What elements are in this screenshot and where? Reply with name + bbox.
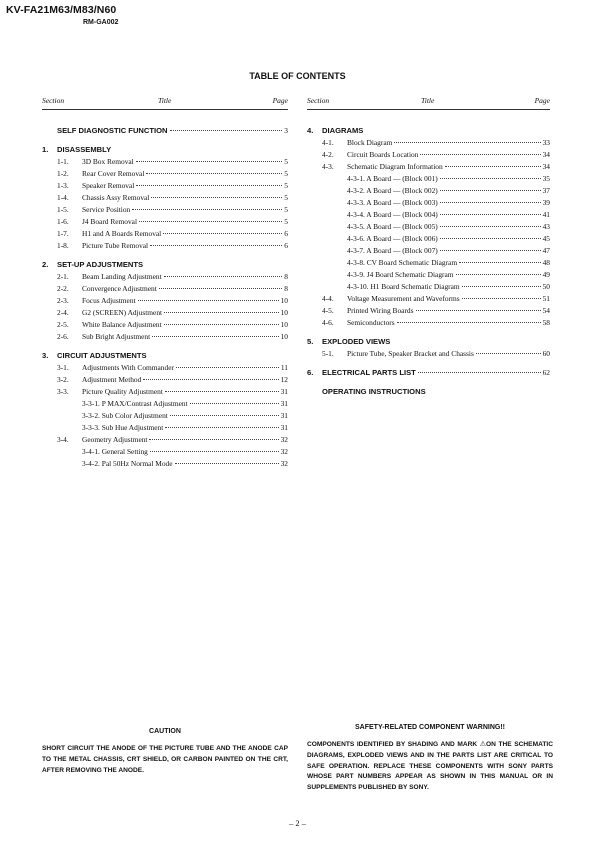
- section-number: 1.: [42, 145, 49, 154]
- dot-leader: [152, 336, 278, 337]
- section-heading: [307, 387, 550, 399]
- entry-page: 48: [542, 258, 550, 267]
- toc-entry: [307, 282, 550, 294]
- section-heading: [42, 351, 288, 363]
- entry-page: 54: [542, 306, 550, 315]
- entry-code: 2-5.: [57, 320, 69, 329]
- remote-model: RM-GA002: [83, 19, 119, 26]
- entry-title: Chassis Assy Removal: [82, 193, 150, 202]
- toc-entry: [307, 174, 550, 186]
- warning-text-part2: ON THE SCHEMATIC DIAGRAMS, EXPLODED VIEWS AND IN THE PARTS LIST ARE CRITICAL TO SAFE OPERATION. REPLACE THESE COMPONENTS WITH SONY PARTS WHOSE PART NUMBERS APPEAR AS SHOWN IN THIS MANUAL OR IN SUPPLEMENTS PUBLISHED BY SONY.: [307, 741, 553, 792]
- dot-leader: [440, 238, 541, 239]
- entry-page: 50: [542, 282, 550, 291]
- toc-right-column: [307, 96, 550, 399]
- entry-title: 3-3-2. Sub Color Adjustment: [82, 411, 168, 420]
- toc-entry: [42, 181, 288, 193]
- entry-title: Picture Tube, Speaker Bracket and Chassis: [347, 349, 474, 358]
- entry-page: 33: [542, 138, 550, 147]
- page-number: – 2 –: [289, 818, 306, 828]
- entry-code: 3-1.: [57, 363, 69, 372]
- toc-entry: [307, 198, 550, 210]
- dot-leader: [190, 403, 279, 404]
- entry-page: 49: [542, 270, 550, 279]
- entry-title: 3-3-3. Sub Hue Adjustment: [82, 423, 164, 432]
- page-header: Page: [534, 96, 550, 105]
- entry-title: Speaker Removal: [82, 181, 135, 190]
- entry-page: 5: [284, 205, 288, 214]
- dot-leader: [456, 274, 541, 275]
- entry-title: Voltage Measurement and Waveforms: [347, 294, 460, 303]
- dot-leader: [176, 367, 279, 368]
- toc-section: [42, 145, 288, 253]
- entry-page: 10: [280, 296, 288, 305]
- entry-page: 5: [284, 157, 288, 166]
- entry-title: 3-4-1. General Setting: [82, 447, 148, 456]
- entry-title: G2 (SCREEN) Adjustment: [82, 308, 163, 317]
- section-heading: [307, 337, 550, 349]
- toc-entry: [42, 435, 288, 447]
- toc-entry: [42, 459, 288, 471]
- dot-leader: [165, 427, 278, 428]
- entry-title: H1 and A Boards Removal: [82, 229, 162, 238]
- entry-title: Geometry Adjustment: [82, 435, 148, 444]
- dot-leader: [163, 233, 282, 234]
- section-title: CIRCUIT ADJUSTMENTS: [57, 351, 147, 360]
- section-number: 2.: [42, 260, 49, 269]
- section-title: OPERATING INSTRUCTIONS: [322, 387, 426, 396]
- dot-leader: [150, 245, 282, 246]
- dot-leader: [440, 190, 541, 191]
- entry-title: Adjustment Method: [82, 375, 142, 384]
- model-number: KV-FA21M63/M83/N60: [6, 4, 117, 16]
- entry-page: 37: [542, 186, 550, 195]
- toc-entry: [42, 284, 288, 296]
- entry-code: 1-7.: [57, 229, 69, 238]
- section-title: ELECTRICAL PARTS LIST: [322, 368, 416, 377]
- toc-entry: [307, 294, 550, 306]
- section-heading: [42, 145, 288, 157]
- toc-entry: [42, 157, 288, 169]
- entry-page: 5: [284, 181, 288, 190]
- toc-entry: [42, 363, 288, 375]
- toc-entry: [42, 296, 288, 308]
- section-page: 3: [284, 126, 288, 135]
- section-heading: [42, 260, 288, 272]
- toc-entry: [307, 234, 550, 246]
- dot-leader: [159, 288, 283, 289]
- warning-text-part1: COMPONENTS IDENTIFIED BY SHADING AND MARK: [307, 741, 478, 748]
- dot-leader: [418, 372, 541, 373]
- dot-leader: [164, 324, 279, 325]
- entry-code: 2-2.: [57, 284, 69, 293]
- toc-entry: [42, 447, 288, 459]
- toc-entry: [307, 258, 550, 270]
- entry-title: Rear Cover Removal: [82, 169, 145, 178]
- entry-title: 4-3-7. A Board — (Block 007): [347, 246, 438, 255]
- section-header: Section: [307, 96, 330, 105]
- entry-page: 10: [280, 332, 288, 341]
- toc-entry: [42, 217, 288, 229]
- title-header: Title: [421, 96, 435, 105]
- entry-page: 8: [284, 284, 288, 293]
- toc-entry: [307, 349, 550, 361]
- entry-code: 4-1.: [322, 138, 334, 147]
- entry-page: 10: [280, 308, 288, 317]
- dot-leader: [175, 463, 279, 464]
- toc-section: [307, 387, 550, 399]
- section-page: 62: [542, 368, 550, 377]
- toc-entry: [42, 332, 288, 344]
- section-heading: [307, 126, 550, 138]
- entry-code: 4-5.: [322, 306, 334, 315]
- entry-page: 41: [542, 210, 550, 219]
- toc-section: [307, 337, 550, 361]
- entry-code: 2-1.: [57, 272, 69, 281]
- toc-entry: [42, 308, 288, 320]
- entry-title: Circuit Boards Location: [347, 150, 419, 159]
- dot-leader: [394, 142, 540, 143]
- section-heading: [42, 126, 288, 138]
- section-title: SET-UP ADJUSTMENTS: [57, 260, 144, 269]
- entry-title: 4-3-6. A Board — (Block 006): [347, 234, 438, 243]
- entry-title: Semiconductors: [347, 318, 395, 327]
- entry-page: 32: [280, 435, 288, 444]
- entry-title: Picture Tube Removal: [82, 241, 149, 250]
- column-header: [42, 96, 288, 110]
- entry-code: 1-3.: [57, 181, 69, 190]
- warning-triangle-icon: ⚠: [479, 741, 486, 748]
- dot-leader: [149, 439, 278, 440]
- caution-heading: CAUTION: [149, 728, 181, 735]
- dot-leader: [440, 214, 541, 215]
- dot-leader: [416, 310, 541, 311]
- warning-text: [307, 740, 553, 794]
- toc-entry: [42, 387, 288, 399]
- title-header: Title: [158, 96, 172, 105]
- entry-title: 4-3-4. A Board — (Block 004): [347, 210, 438, 219]
- dot-leader: [136, 161, 283, 162]
- entry-page: 5: [284, 217, 288, 226]
- entry-title: 4-3-3. A Board — (Block 003): [347, 198, 438, 207]
- entry-title: Picture Quality Adjustment: [82, 387, 163, 396]
- entry-page: 31: [280, 423, 288, 432]
- section-number: 4.: [307, 126, 314, 135]
- entry-code: 4-4.: [322, 294, 334, 303]
- toc-entry: [42, 193, 288, 205]
- entry-page: 35: [542, 174, 550, 183]
- entry-title: Beam Landing Adjustment: [82, 272, 162, 281]
- toc-left-column: [42, 96, 288, 471]
- toc-section: [42, 260, 288, 344]
- toc-entry: [42, 272, 288, 284]
- page-header: Page: [272, 96, 288, 105]
- toc-entry: [307, 246, 550, 258]
- entry-page: 6: [284, 241, 288, 250]
- toc-entry: [42, 241, 288, 253]
- page-title: TABLE OF CONTENTS: [249, 71, 346, 81]
- dot-leader: [440, 226, 541, 227]
- section-title: EXPLODED VIEWS: [322, 337, 391, 346]
- toc-entry: [42, 320, 288, 332]
- toc-entry: [42, 423, 288, 435]
- entry-code: 5-1.: [322, 349, 334, 358]
- entry-title: Printed Wiring Boards: [347, 306, 414, 315]
- dot-leader: [420, 154, 540, 155]
- dot-leader: [459, 262, 541, 263]
- entry-page: 31: [280, 387, 288, 396]
- entry-page: 6: [284, 229, 288, 238]
- entry-page: 32: [280, 447, 288, 456]
- dot-leader: [146, 173, 282, 174]
- entry-code: 3-4.: [57, 435, 69, 444]
- entry-page: 11: [280, 363, 288, 372]
- warning-heading: SAFETY-RELATED COMPONENT WARNING!!: [355, 724, 505, 731]
- entry-title: Service Position: [82, 205, 131, 214]
- section-title: SELF DIAGNOSTIC FUNCTION: [57, 126, 168, 135]
- toc-entry: [307, 162, 550, 174]
- safety-warning-note: [307, 724, 553, 794]
- entry-page: 10: [280, 320, 288, 329]
- entry-code: 3-2.: [57, 375, 69, 384]
- caution-note: [42, 728, 288, 776]
- section-title: DIAGRAMS: [322, 126, 364, 135]
- toc-section: [42, 126, 288, 138]
- dot-leader: [462, 298, 541, 299]
- entry-page: 34: [542, 150, 550, 159]
- dot-leader: [440, 202, 541, 203]
- entry-page: 47: [542, 246, 550, 255]
- toc-entry: [307, 150, 550, 162]
- entry-page: 8: [284, 272, 288, 281]
- entry-code: 2-3.: [57, 296, 69, 305]
- toc-entry: [42, 399, 288, 411]
- entry-code: 4-2.: [322, 150, 334, 159]
- entry-code: 1-4.: [57, 193, 69, 202]
- entry-code: 1-5.: [57, 205, 69, 214]
- dot-leader: [397, 322, 541, 323]
- section-title: DISASSEMBLY: [57, 145, 112, 154]
- entry-title: 4-3-5. A Board — (Block 005): [347, 222, 438, 231]
- dot-leader: [136, 185, 282, 186]
- entry-title: White Balance Adjustment: [82, 320, 162, 329]
- dot-leader: [151, 197, 282, 198]
- entry-code: 2-6.: [57, 332, 69, 341]
- entry-title: 3D Box Removal: [82, 157, 134, 166]
- entry-title: 3-3-1. P MAX/Contrast Adjustment: [82, 399, 188, 408]
- dot-leader: [165, 391, 279, 392]
- entry-title: Focus Adjustment: [82, 296, 136, 305]
- toc-section: [42, 351, 288, 471]
- toc-entry: [307, 318, 550, 330]
- entry-page: 58: [542, 318, 550, 327]
- entry-page: 60: [542, 349, 550, 358]
- dot-leader: [139, 221, 282, 222]
- column-header: [307, 96, 550, 110]
- dot-leader: [164, 276, 283, 277]
- entry-code: 1-2.: [57, 169, 69, 178]
- entry-code: 1-8.: [57, 241, 69, 250]
- section-header: Section: [42, 96, 65, 105]
- section-number: 6.: [307, 368, 314, 377]
- entry-code: 4-3.: [322, 162, 334, 171]
- entry-page: 51: [542, 294, 550, 303]
- entry-code: 1-1.: [57, 157, 69, 166]
- entry-page: 5: [284, 169, 288, 178]
- toc-section: [307, 126, 550, 330]
- toc-section: [307, 368, 550, 380]
- toc-entry: [42, 169, 288, 181]
- dot-leader: [132, 209, 282, 210]
- toc-entry: [307, 138, 550, 150]
- section-number: 3.: [42, 351, 49, 360]
- dot-leader: [164, 312, 279, 313]
- entry-page: 34: [542, 162, 550, 171]
- dot-leader: [476, 353, 541, 354]
- dot-leader: [170, 130, 283, 131]
- caution-text: SHORT CIRCUIT THE ANODE OF THE PICTURE TUBE AND THE ANODE CAP TO THE METAL CHASSIS, CRT SHIELD, OR CARBON PAINTED ON THE CRT, AFTER REMOVING THE ANODE.: [42, 745, 288, 774]
- dot-leader: [150, 451, 279, 452]
- entry-title: 4-3-9. J4 Board Schematic Diagram: [347, 270, 454, 279]
- entry-page: 31: [280, 399, 288, 408]
- entry-code: 3-3.: [57, 387, 69, 396]
- dot-leader: [462, 286, 541, 287]
- entry-title: 4-3-10. H1 Board Schematic Diagram: [347, 282, 460, 291]
- toc-entry: [42, 411, 288, 423]
- entry-code: 1-6.: [57, 217, 69, 226]
- entry-page: 45: [542, 234, 550, 243]
- dot-leader: [170, 415, 279, 416]
- entry-title: 4-3-8. CV Board Schematic Diagram: [347, 258, 458, 267]
- dot-leader: [138, 300, 279, 301]
- section-heading: [307, 368, 550, 380]
- entry-code: 2-4.: [57, 308, 69, 317]
- toc-entry: [307, 186, 550, 198]
- toc-entry: [42, 205, 288, 217]
- toc-entry: [307, 306, 550, 318]
- entry-title: Schematic Diagram Information: [347, 162, 443, 171]
- entry-page: 39: [542, 198, 550, 207]
- entry-title: J4 Board Removal: [82, 217, 138, 226]
- entry-code: 4-6.: [322, 318, 334, 327]
- toc-entry: [307, 222, 550, 234]
- entry-page: 5: [284, 193, 288, 202]
- toc-entry: [307, 210, 550, 222]
- entry-title: 3-4-2. Pal 50Hz Normal Mode: [82, 459, 173, 468]
- entry-page: 32: [280, 459, 288, 468]
- entry-page: 12: [280, 375, 288, 384]
- toc-entry: [307, 270, 550, 282]
- toc-entry: [42, 375, 288, 387]
- dot-leader: [440, 178, 541, 179]
- entry-page: 43: [542, 222, 550, 231]
- entry-title: 4-3-2. A Board — (Block 002): [347, 186, 438, 195]
- entry-page: 31: [280, 411, 288, 420]
- dot-leader: [143, 379, 278, 380]
- section-number: 5.: [307, 337, 314, 346]
- dot-leader: [445, 166, 541, 167]
- entry-title: Convergence Adjustment: [82, 284, 157, 293]
- entry-title: Adjustments With Commander: [82, 363, 174, 372]
- dot-leader: [440, 250, 541, 251]
- entry-title: Sub Bright Adjustment: [82, 332, 151, 341]
- toc-entry: [42, 229, 288, 241]
- entry-title: Block Diagram: [347, 138, 393, 147]
- entry-title: 4-3-1. A Board — (Block 001): [347, 174, 438, 183]
